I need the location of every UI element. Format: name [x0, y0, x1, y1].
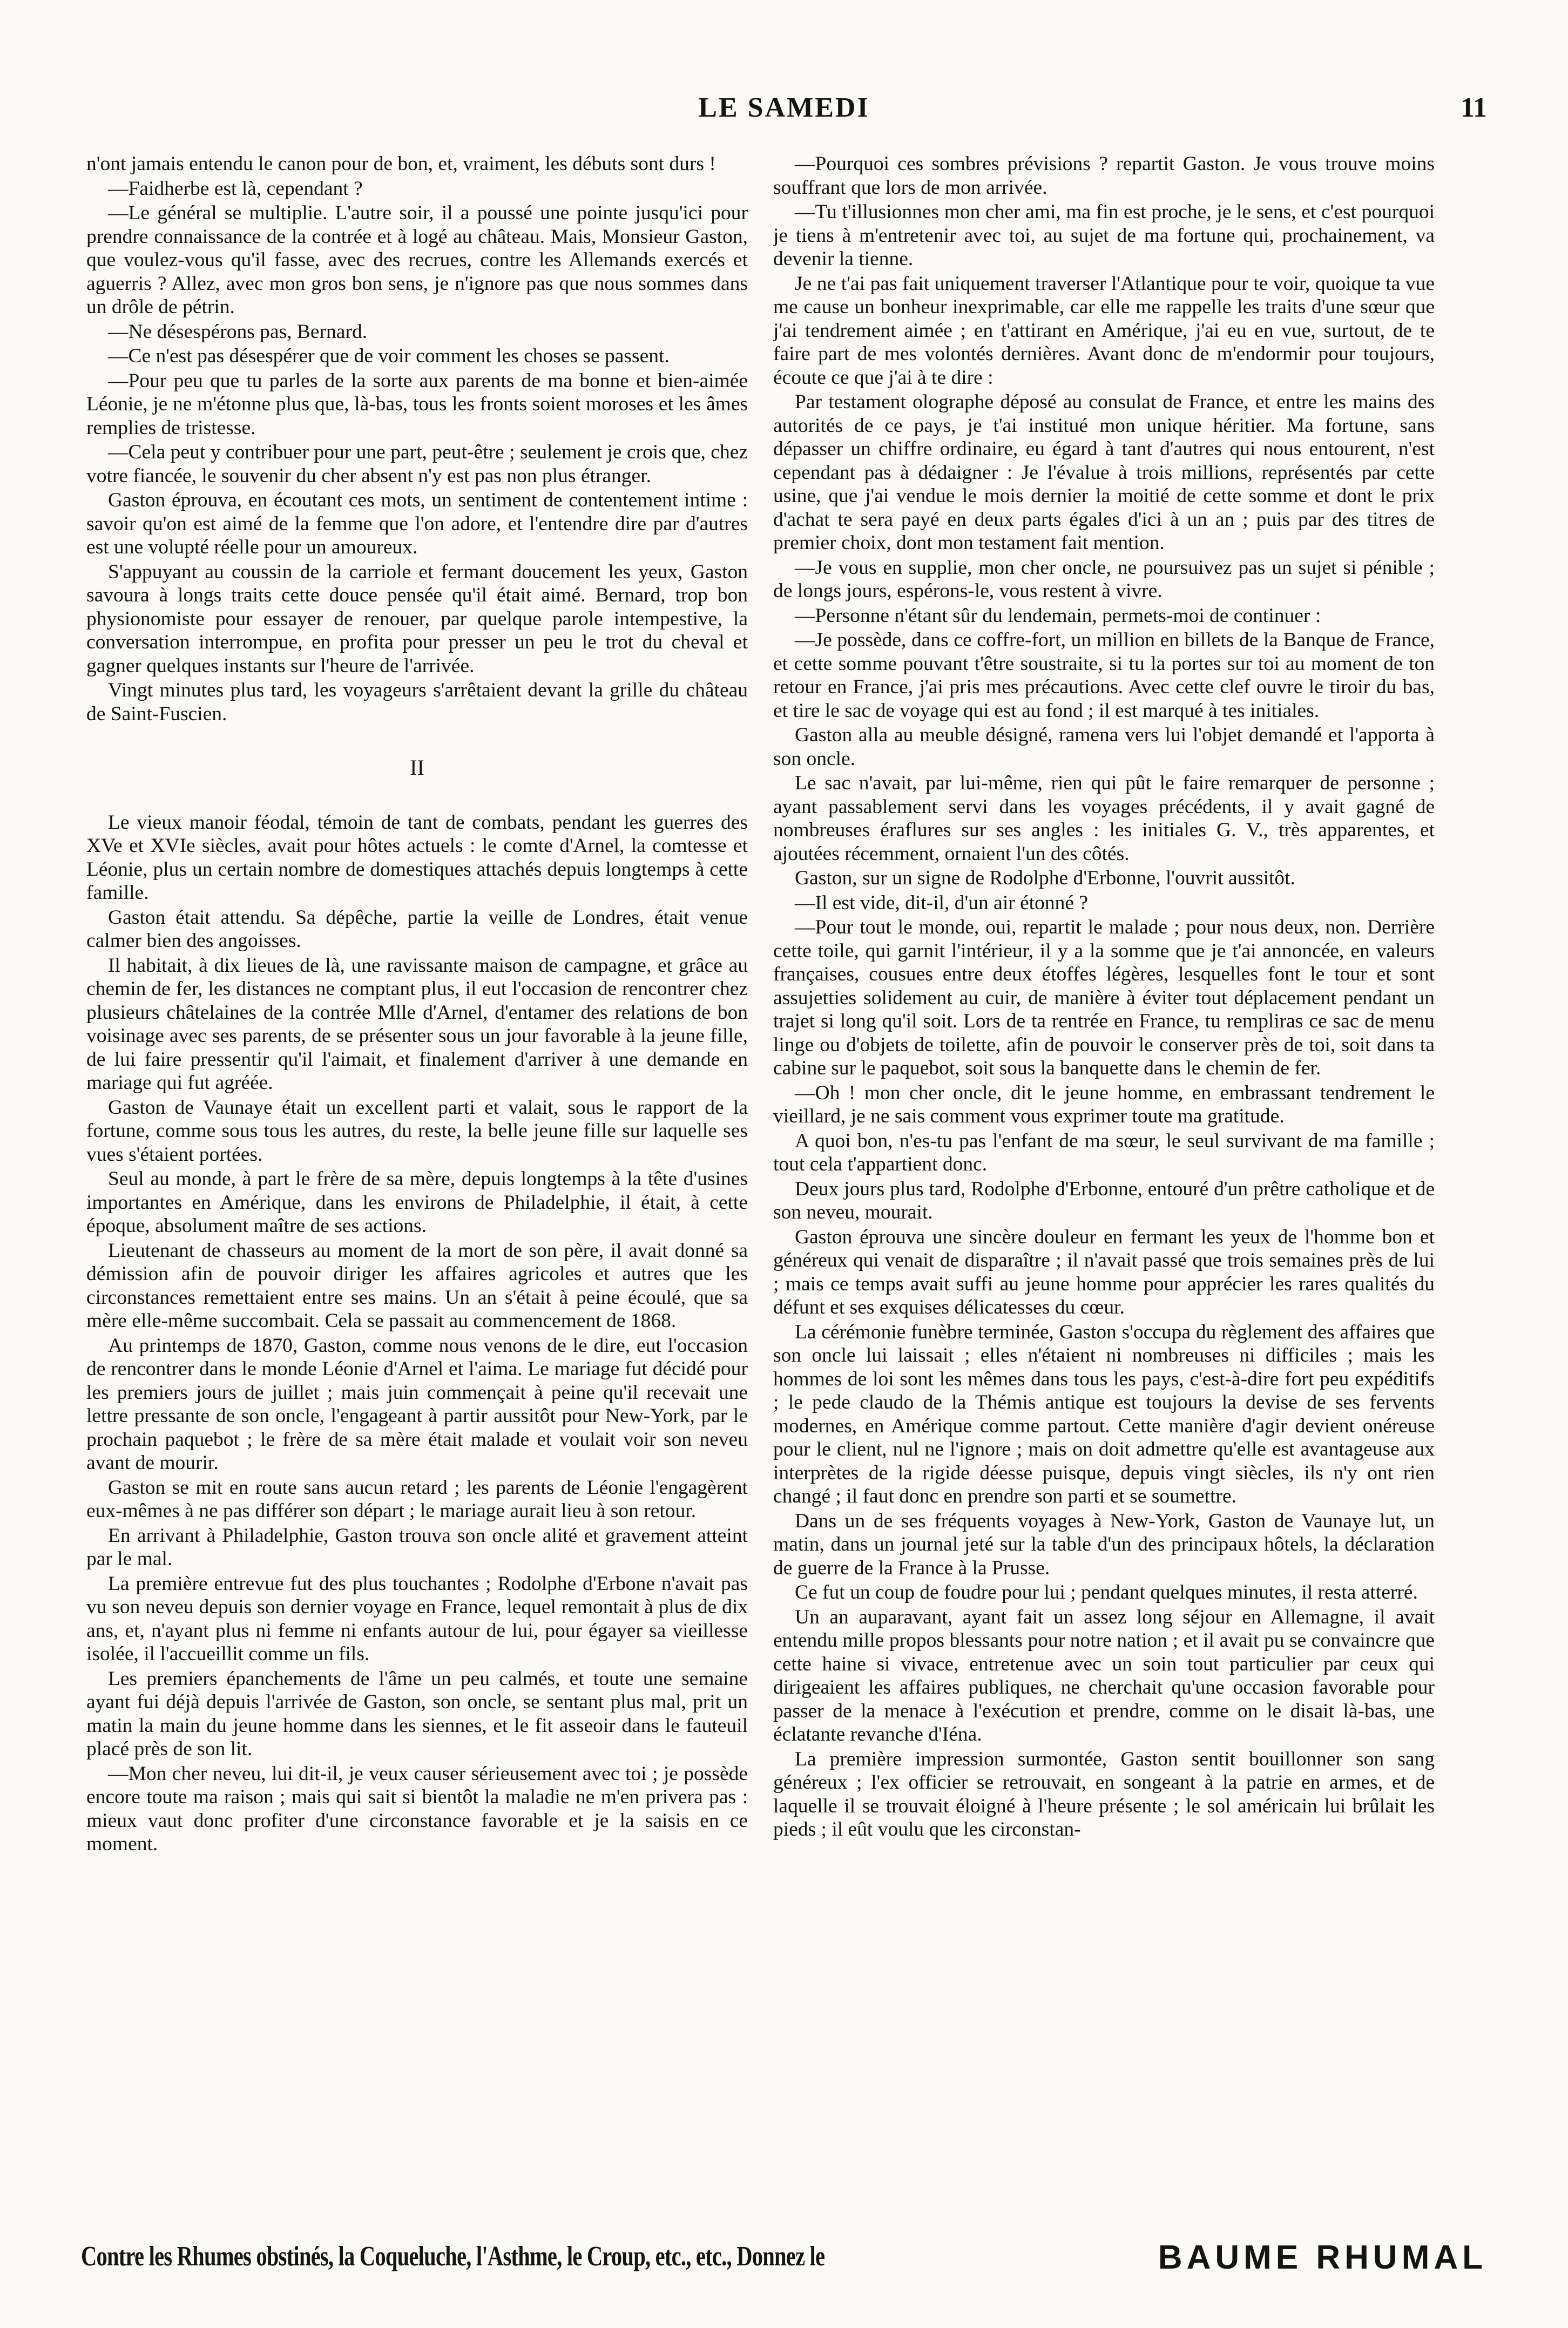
page-number: 11 — [1460, 92, 1487, 123]
paragraph: —Ce n'est pas désespérer que de voir comment les choses se passent. — [108, 345, 670, 367]
paragraph: Je ne t'ai pas fait uniquement traverser l'Atlantique pour te voir, quoique ta vue me cause un bonheur inexprimable, car elle me rappelle les traits d'une sœur que j'ai tendrement aimée ; en t'attirant en Amérique, j'ai eu en vue, surtout, de te faire part de mes volontés dernières. Avant donc de m'endormir pour toujours, écoute ce que j'ai à te dire : — [773, 272, 1435, 389]
paragraph: Gaston de Vaunaye était un excellent parti et valait, sous le rapport de la fortune, comme sous tous les autres, du reste, la belle jeune fille sur laquelle ses vues s'étaient portées. — [86, 1096, 748, 1166]
paragraph: Le vieux manoir féodal, témoin de tant de combats, pendant les guerres des XVe et XVIe siècles, avait pour hôtes actuels : le comte d'Arnel, la comtesse et Léonie, plus un certain nombre de domestiques attachés depuis longtemps à cette famille. — [86, 811, 748, 904]
left-column-top-text — [86, 152, 748, 726]
paragraph: A quoi bon, n'es-tu pas l'enfant de ma sœur, le seul survivant de ma famille ; tout cela t'appartient donc. — [773, 1129, 1435, 1175]
paragraph: S'appuyant au coussin de la carriole et fermant doucement les yeux, Gaston savoura à longs traits cette douce pensée qu'il était aimé. Bernard, trop bon physionomiste pour essayer de renouer, par quelque parole intempestive, la conversation interrompue, en profita pour presser un peu le trot du cheval et gagner quelques instants sur l'heure de l'arrivée. — [86, 560, 748, 677]
paragraph: Gaston, sur un signe de Rodolphe d'Erbonne, l'ouvrit aussitôt. — [795, 867, 1295, 889]
left-column — [86, 152, 748, 2198]
paragraph: Vingt minutes plus tard, les voyageurs s'arrêtaient devant la grille du château de Saint-Fuscien. — [86, 679, 748, 725]
paragraph: —Ne désespérons pas, Bernard. — [108, 320, 368, 343]
paragraph: Il habitait, à dix lieues de là, une ravissante maison de campagne, et grâce au chemin de fer, les distances ne comptant plus, il eut l'occasion de rencontrer chez plusieurs châtelaines de la contrée Mlle d'Arnel, d'entamer des relations de bon voisinage avec ses parents, de se présenter sous un jour favorable à la jeune fille, de lui faire pressentir qu'il l'aimait, et finalement d'arriver à une demande en mariage qui fut agréée. — [86, 954, 748, 1094]
paragraph: Deux jours plus tard, Rodolphe d'Erbonne, entouré d'un prêtre catholique et de son neveu, mourait. — [773, 1177, 1435, 1223]
paragraph: Par testament olographe déposé au consulat de France, et entre les mains des autorités de ce pays, je t'ai institué mon unique héritier. Ma fortune, sans dépasser un chiffre ordinaire, eu égard à tant d'autres qui nous entourent, n'est cependant pas à dédaigner : Je l'évalue à trois millions, représentés par cette usine, que j'ai vendue le mois dernier la moitié de cette somme et dont le prix d'achat te sera payé en deux parts égales d'ici à un an ; puis par des titres de premier choix, dont mon testament fait mention. — [773, 391, 1435, 554]
paragraph: —Il est vide, dit-il, d'un air étonné ? — [795, 891, 1089, 914]
paragraph: —Je vous en supplie, mon cher oncle, ne poursuivez pas un sujet si pénible ; de longs jours, espérons-le, vous restent à vivre. — [773, 556, 1435, 602]
paragraph: —Faidherbe est là, cependant ? — [108, 177, 363, 200]
paragraph: Seul au monde, à part le frère de sa mère, depuis longtemps à la tête d'usines importantes en Amérique, dans les environs de Philadelphie, il était, à cette époque, absolument maître de ses actions. — [86, 1168, 748, 1237]
paragraph: Gaston éprouva, en écoutant ces mots, un sentiment de contentement intime : savoir qu'on est aimé de la femme que l'on adore, et l'entendre dire par d'autres est une volupté réelle pour un amoureux. — [86, 489, 748, 558]
advertisement-footer — [81, 2241, 1487, 2284]
paragraph: La première impression surmontée, Gaston sentit bouillonner son sang généreux ; l'ex officier se retrouvait, en songeant à la patrie en armes, et de laquelle il se trouvait éloigné à l'heure présente ; le sol américain lui brûlait les pieds ; il eût voulu que les circonstan- — [773, 1748, 1435, 1840]
paragraph: Un an auparavant, ayant fait un assez long séjour en Allemagne, il avait entendu mille propos blessants pour notre nation ; et il avait pu se convaincre que cette haine si vivace, entretenue avec un soin tout particulier par ceux qui dirigeaient les affaires publiques, ne cherchait qu'une occasion favorable pour passer de la menace à l'exécution et prendre, comme on le disait là-bas, une éclatante revanche d'Iéna. — [773, 1606, 1435, 1745]
right-column-text — [773, 152, 1435, 1842]
paragraph: —Le général se multiplie. L'autre soir, il a poussé une pointe jusqu'ici pour prendre connaissance de la contrée et à logé au château. Mais, Monsieur Gaston, que voulez-vous qu'il fasse, avec des recrues, contre les Allemands exercés et aguerris ? Allez, avec mon gros bon sens, je n'ignore pas que nous sommes dans un drôle de pétrin. — [86, 202, 748, 318]
paragraph: n'ont jamais entendu le canon pour de bon, et, vraiment, les débuts sont durs ! — [86, 153, 716, 175]
paragraph: —Je possède, dans ce coffre-fort, un million en billets de la Banque de France, et cette somme pouvant t'être soustraite, si tu la portes sur toi au moment de ton retour en France, j'ai pris mes précautions. Avec cette clef ouvre le tiroir du bas, et tire le sac de voyage qui est au fond ; il est marqué à tes initiales. — [773, 629, 1435, 722]
paragraph: Gaston était attendu. Sa dépêche, partie la veille de Londres, était venue calmer bien des angoisses. — [86, 906, 748, 952]
paragraph: —Pour tout le monde, oui, repartit le malade ; pour nous deux, non. Derrière cette toile, qui garnit l'intérieur, il y a la somme que je t'ai annoncée, en valeurs françaises, cousues entre deux étoffes légères, lesquelles font le tour et sont assujetties solidement au cuir, de manière à éviter tout déplacement pendant un trajet si long qu'il soit. Lors de ta rentrée en France, tu rempliras ce sac de menu linge ou d'objets de toilette, afin de pouvoir le conserver près de toi, soit dans ta cabine sur le paquebot, soit sous la banquette dans le chemin de fer. — [773, 916, 1435, 1079]
paragraph: —Mon cher neveu, lui dit-il, je veux causer sérieusement avec toi ; je possède encore toute ma raison ; mais qui sait si bientôt la maladie ne m'en privera pas : mieux vaut donc profiter d'une circonstance favorable et je la saisis en ce moment. — [86, 1762, 748, 1855]
paragraph: —Personne n'étant sûr du lendemain, permets-moi de continuer : — [795, 604, 1321, 627]
paragraph: —Tu t'illusionnes mon cher ami, ma fin est proche, je le sens, et c'est pourquoi je tiens à m'entretenir avec toi, au sujet de ma fortune qui, prochainement, va devenir la tienne. — [773, 201, 1435, 270]
journal-title: LE SAMEDI — [698, 92, 870, 123]
right-column — [773, 152, 1435, 2198]
paragraph: —Oh ! mon cher oncle, dit le jeune homme, en embrassant tendrement le vieillard, je ne sais comment vous exprimer toute ma gratitude. — [773, 1081, 1435, 1127]
paragraph: Gaston se mit en route sans aucun retard ; les parents de Léonie l'engagèrent eux-mêmes à ne pas différer son départ ; le mariage aurait lieu à son retour. — [86, 1476, 748, 1522]
section-heading: II — [410, 755, 424, 780]
advertisement-text: Contre les Rhumes obstinés, la Coqueluche, l'Asthme, le Croup, etc., etc., Donnez le — [81, 2241, 825, 2272]
left-column-bottom-text — [86, 811, 748, 1856]
paragraph: Dans un de ses fréquents voyages à New-York, Gaston de Vaunaye lut, un matin, dans un journal jeté sur la table d'un des principaux hôtels, la déclaration de guerre de la France à la Prusse. — [773, 1510, 1435, 1579]
paragraph: Ce fut un coup de foudre pour lui ; pendant quelques minutes, il resta atterré. — [795, 1581, 1418, 1603]
paragraph: —Cela peut y contribuer pour une part, peut-être ; seulement je crois que, chez votre fiancée, le souvenir du cher absent n'y est pas non plus étranger. — [86, 441, 748, 487]
paragraph: Gaston alla au meuble désigné, ramena vers lui l'objet demandé et l'apporta à son oncle. — [773, 724, 1435, 770]
page-header — [0, 92, 1568, 140]
paragraph: La cérémonie funèbre terminée, Gaston s'occupa du règlement des affaires que son oncle lui laissait ; elles n'étaient ni nombreuses ni difficiles ; mais les hommes de loi sont les mêmes dans tous les pays, c'est-à-dire fort peu expéditifs ; le pede claudo de la Thémis antique est toujours la devise de ses fervents modernes, en Amérique comme partout. Cette manière d'agir devient onéreuse pour le client, nul ne l'ignore ; mais on doit admettre qu'elle est avantageuse aux interprètes de la rigide déesse puisque, depuis vingt siècles, ils n'y ont rien changé ; il faut donc en prendre son parti et se soumettre. — [773, 1321, 1435, 1507]
paragraph: En arrivant à Philadelphie, Gaston trouva son oncle alité et gravement atteint par le mal. — [86, 1524, 748, 1570]
paragraph: La première entrevue fut des plus touchantes ; Rodolphe d'Erbone n'avait pas vu son neveu depuis son dernier voyage en France, lequel remontait à plus de dix ans, et, n'ayant plus ni femme ni enfants autour de lui, pour égayer sa vieillesse isolée, il l'accueillit comme un fils. — [86, 1572, 748, 1665]
paragraph: Lieutenant de chasseurs au moment de la mort de son père, il avait donné sa démission afin de pouvoir diriger les affaires agricoles et autres que les circonstances remettaient entre ses mains. Un an s'était à peine écoulé, que sa mère elle-même succombait. Cela se passait au commencement de 1868. — [86, 1239, 748, 1332]
paragraph: —Pourquoi ces sombres prévisions ? repartit Gaston. Je vous trouve moins souffrant que lors de mon arrivée. — [773, 153, 1435, 199]
paragraph: Gaston éprouva une sincère douleur en fermant les yeux de l'homme bon et généreux qui venait de disparaître ; il n'avait passé que trois semaines près de lui ; mais ce temps avait suffi au jeune homme pour apprécier les rares qualités du défunt et ses exquises délicatesses du cœur. — [773, 1226, 1435, 1318]
paragraph: Les premiers épanchements de l'âme un peu calmés, et toute une semaine ayant fui déjà depuis l'arrivée de Gaston, son oncle, se sentant plus mal, prit un matin la main du jeune homme dans les siennes, et le fit asseoir dans le fauteuil placé près de son lit. — [86, 1667, 748, 1760]
paragraph: —Pour peu que tu parles de la sorte aux parents de ma bonne et bien-aimée Léonie, je ne m'étonne plus que, là-bas, tous les fronts soient moroses et les âmes remplies de tristesse. — [86, 369, 748, 439]
paragraph: Le sac n'avait, par lui-même, rien qui pût le faire remarquer de personne ; ayant passablement servi dans les voyages précédents, il y avait gagné de nombreuses éraflures sur ses angles : les initiales G. V., très apparentes, et ajoutées récemment, ornaient l'un des côtés. — [773, 772, 1435, 865]
paragraph: Au printemps de 1870, Gaston, comme nous venons de le dire, eut l'occasion de rencontrer dans le monde Léonie d'Arnel et l'aima. Le mariage fut décidé pour les premiers jours de juillet ; mais juin commençait à peine qu'il recevait une lettre pressante de son oncle, l'engageant à partir aussitôt pour New-York, par le prochain paquebot ; le frère de sa mère était malade et voulait voir son neveu avant de mourir. — [86, 1334, 748, 1474]
advertisement-brand: BAUME RHUMAL — [1158, 2239, 1487, 2276]
